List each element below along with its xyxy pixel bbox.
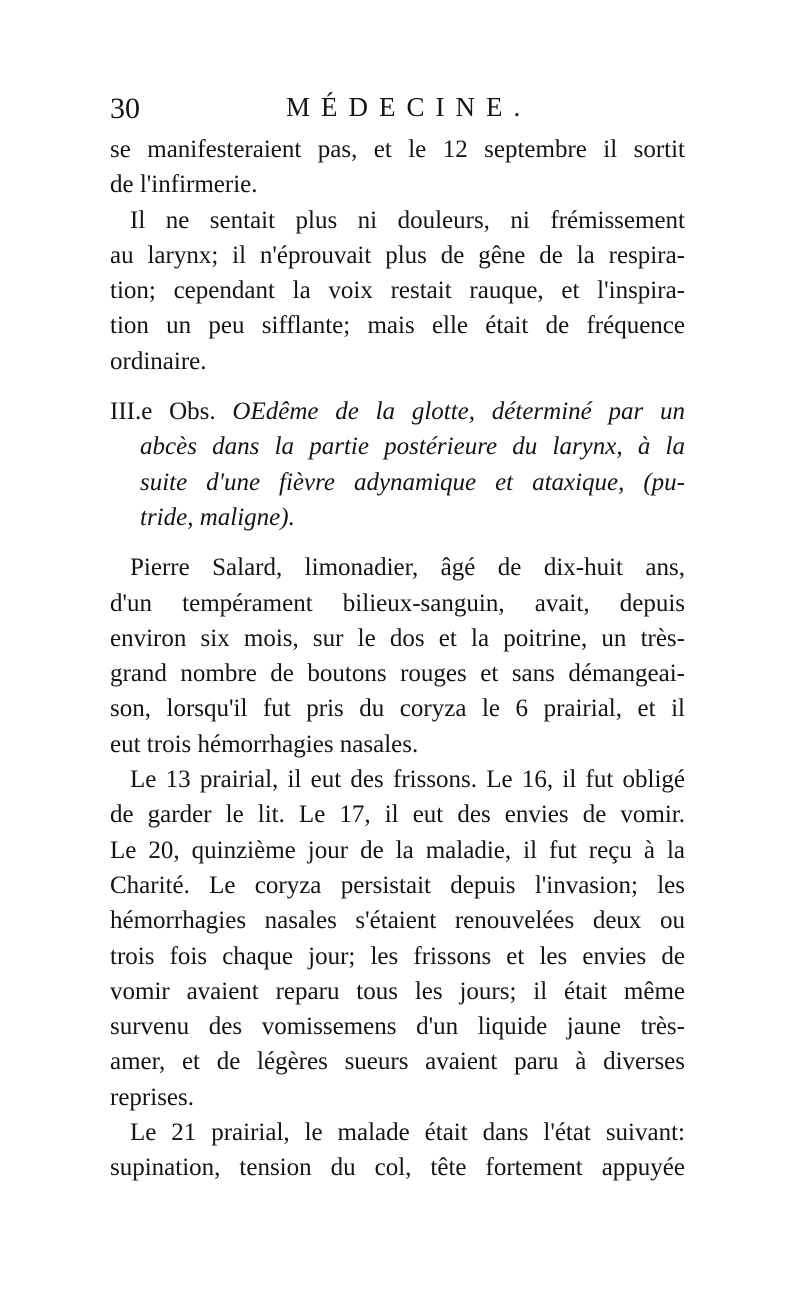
text-line: survenu des vomissemens d'un liquide jaune très- <box>110 1013 685 1041</box>
text-line: Il ne sentait plus ni douleurs, ni frémissement <box>130 206 685 234</box>
text-line: tion un peu sifflante; mais elle était de fréquence <box>110 312 685 340</box>
text-line: eut trois hémorrhagies nasales. <box>110 730 419 758</box>
text-line: Le 21 prairial, le malade était dans l'état suivant: <box>130 1119 685 1147</box>
paragraph <box>110 203 685 379</box>
observation-title-line: suite d'une fièvre adynamique et ataxique, (pu- <box>140 468 685 496</box>
text-line: Le 20, quinzième jour de la maladie, il fut reçu à la <box>110 836 685 864</box>
paragraph <box>110 132 685 203</box>
running-head <box>110 92 685 132</box>
observation-title-line: tride, maligne). <box>140 503 295 531</box>
text-line: vomir avaient reparu tous les jours; il était même <box>110 977 685 1005</box>
observation-heading <box>110 394 685 535</box>
text-line: Charité. Le coryza persistait depuis l'invasion; les <box>110 871 685 899</box>
paragraph <box>110 762 685 1115</box>
paragraph <box>110 1115 685 1186</box>
text-line: de l'infirmerie. <box>110 171 258 199</box>
running-title: MÉDECINE. <box>286 92 532 122</box>
observation-title-line: abcès dans la partie postérieure du larynx, à la <box>140 433 685 461</box>
paragraph <box>110 550 685 762</box>
observation-title: OEdême de la glotte, déterminé par un <box>232 398 686 426</box>
text-line: Le 13 prairial, il eut des frissons. Le 16, il fut obligé <box>130 766 685 794</box>
text-line: amer, et de légères sueurs avaient paru à diverses <box>110 1048 685 1076</box>
text-line: trois fois chaque jour; les frissons et les envies de <box>110 942 685 970</box>
text-line: grand nombre de boutons rouges et sans démangeai- <box>110 660 685 688</box>
text-line: son, lorsqu'il fut pris du coryza le 6 prairial, et il <box>110 695 685 723</box>
text-line: ordinaire. <box>110 347 207 375</box>
book-page <box>110 92 685 1186</box>
text-line: de garder le lit. Le 17, il eut des envies de vomir. <box>110 801 685 829</box>
text-line: reprises. <box>110 1083 194 1111</box>
text-line: se manifesteraient pas, et le 12 septembre il sortit <box>110 136 685 163</box>
text-line: supination, tension du col, tête fortement appuyée <box>110 1154 685 1182</box>
text-line: tion; cependant la voix restait rauque, et l'inspira- <box>110 277 685 305</box>
observation-label: III.e Obs. <box>110 398 216 426</box>
text-line: au larynx; il n'éprouvait plus de gêne de la respira- <box>110 241 685 269</box>
page-number: 30 <box>110 92 140 125</box>
text-line: Pierre Salard, limonadier, âgé de dix-huit ans, <box>130 554 685 582</box>
text-line: d'un tempérament bilieux-sanguin, avait, depuis <box>110 589 685 617</box>
text-line: environ six mois, sur le dos et la poitrine, un très- <box>110 624 685 652</box>
text-line: hémorrhagies nasales s'étaient renouvelées deux ou <box>110 907 685 935</box>
